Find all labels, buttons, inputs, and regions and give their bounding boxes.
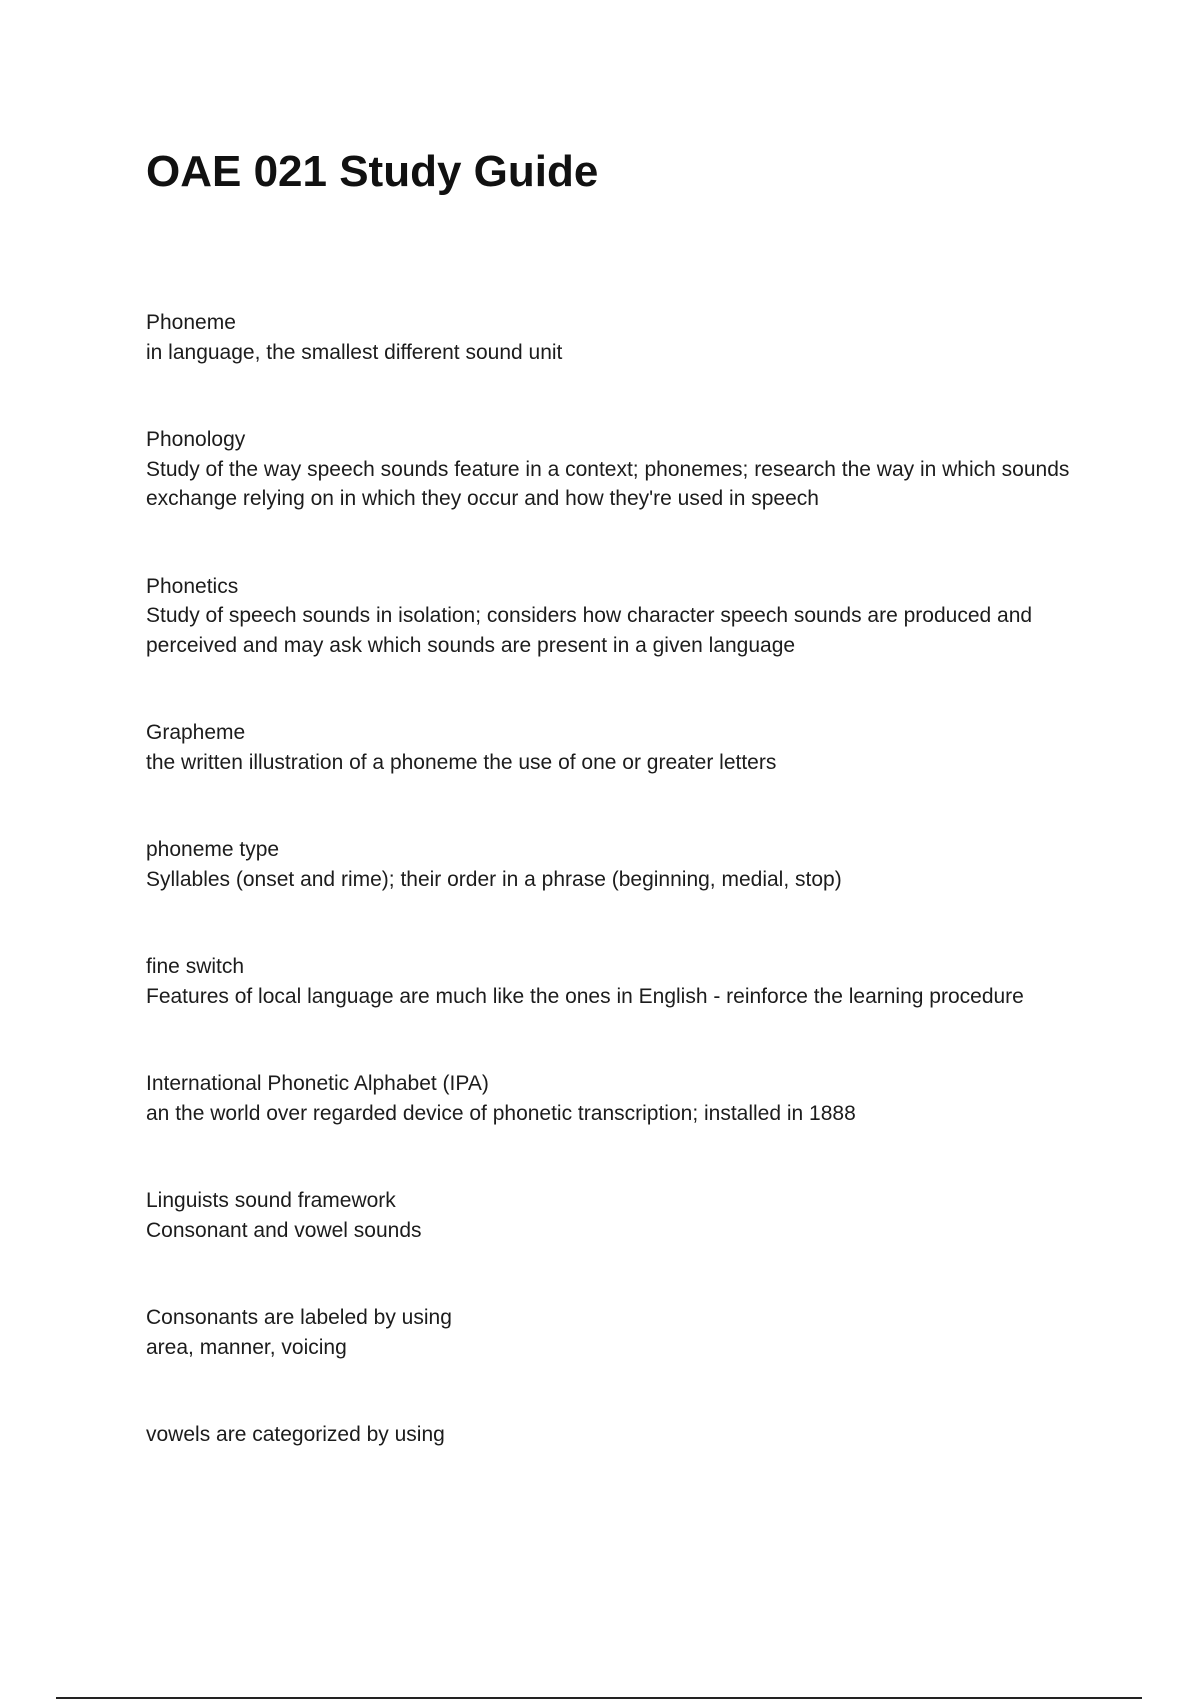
- entry-term: International Phonetic Alphabet (IPA): [146, 1072, 489, 1095]
- glossary-list: [146, 308, 1106, 1450]
- entry-term: phoneme type: [146, 838, 280, 861]
- entry-term: fine switch: [146, 955, 245, 978]
- entry-definition: Study of speech sounds in isolation; considers how character speech sounds are produced and perceived and may ask which sounds are present in a given language: [146, 604, 1033, 657]
- entry-term: vowels are categorized by using: [146, 1423, 445, 1446]
- glossary-entry: [146, 1303, 1106, 1362]
- glossary-entry: [146, 308, 1106, 367]
- page-title: OAE 021 Study Guide: [146, 147, 599, 196]
- entry-term: Phonology: [146, 428, 246, 451]
- glossary-entry: [146, 425, 1106, 514]
- glossary-entry: [146, 572, 1106, 661]
- entry-term: Grapheme: [146, 721, 246, 744]
- glossary-entry: [146, 1186, 1106, 1245]
- entry-term: Phoneme: [146, 311, 236, 334]
- entry-definition: Syllables (onset and rime); their order in a phrase (beginning, medial, stop): [146, 867, 842, 891]
- entry-definition: Consonant and vowel sounds: [146, 1218, 422, 1242]
- entry-definition: in language, the smallest different sound unit: [146, 340, 563, 364]
- glossary-entry: [146, 1069, 1106, 1128]
- entry-term: Phonetics: [146, 574, 239, 598]
- entry-definition: Study of the way speech sounds feature in a context; phonemes; research the way in which sounds exchange relying on in which they occur and how they're used in speech: [146, 457, 1070, 510]
- entry-term: Linguists sound framework: [146, 1189, 396, 1212]
- entry-term: Consonants are labeled by using: [146, 1306, 452, 1329]
- entry-definition: area, manner, voicing: [146, 1335, 347, 1359]
- footer-divider: [56, 1697, 1142, 1699]
- entry-definition: the written illustration of a phoneme the use of one or greater letters: [146, 750, 777, 774]
- entry-definition: an the world over regarded device of phonetic transcription; installed in 1888: [146, 1101, 856, 1125]
- entry-definition: Features of local language are much like the ones in English - reinforce the learning procedure: [146, 984, 1024, 1008]
- glossary-entry: [146, 718, 1106, 777]
- glossary-entry: [146, 952, 1106, 1011]
- glossary-entry: [146, 1420, 1106, 1450]
- glossary-entry: [146, 835, 1106, 894]
